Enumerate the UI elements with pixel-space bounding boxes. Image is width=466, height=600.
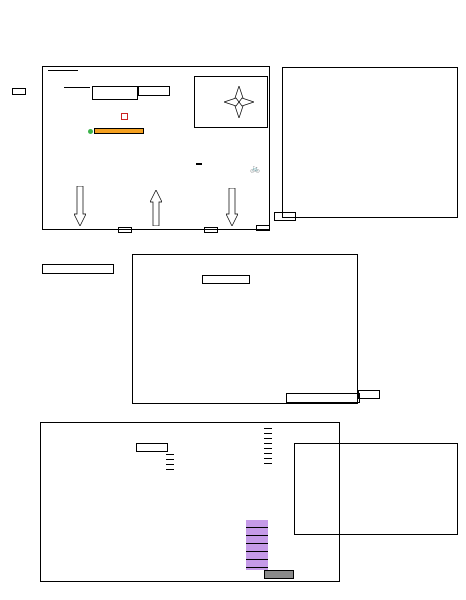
level3-title-box bbox=[286, 393, 360, 403]
emergency-panel-icon bbox=[121, 113, 128, 120]
legend-box bbox=[282, 67, 458, 218]
level2-stairs bbox=[202, 275, 250, 284]
level3-visitor-spaces bbox=[246, 520, 268, 570]
card-reader-773 bbox=[12, 88, 26, 95]
entrance-arrow-icon bbox=[150, 190, 162, 226]
level3-stairs-top bbox=[136, 443, 168, 452]
exit-arrow-line bbox=[64, 87, 90, 88]
card-reader-774 bbox=[204, 227, 218, 233]
water-source-icon bbox=[88, 129, 93, 134]
das-service-spaces bbox=[94, 128, 144, 134]
level3-ramp-stripes-right bbox=[264, 428, 272, 468]
compass-icon bbox=[224, 86, 254, 118]
level2-title-box bbox=[42, 264, 114, 274]
entry-arrow-line bbox=[48, 70, 78, 71]
exit-arrow-left-icon bbox=[74, 186, 86, 226]
stairs-box bbox=[138, 86, 170, 96]
exit-arrow-right-icon bbox=[226, 188, 238, 226]
rates-box bbox=[294, 443, 458, 535]
level2-stairs-right bbox=[358, 390, 380, 399]
bike-locker-numbers bbox=[196, 163, 202, 165]
office-box bbox=[92, 86, 138, 100]
level3-ramp-stripes-mid bbox=[166, 454, 174, 472]
card-reader-806 bbox=[256, 225, 270, 231]
level3-stairs-bottom bbox=[264, 570, 294, 579]
card-reader-775 bbox=[118, 227, 132, 233]
bike-rack-icon: 🚲 bbox=[250, 164, 260, 173]
